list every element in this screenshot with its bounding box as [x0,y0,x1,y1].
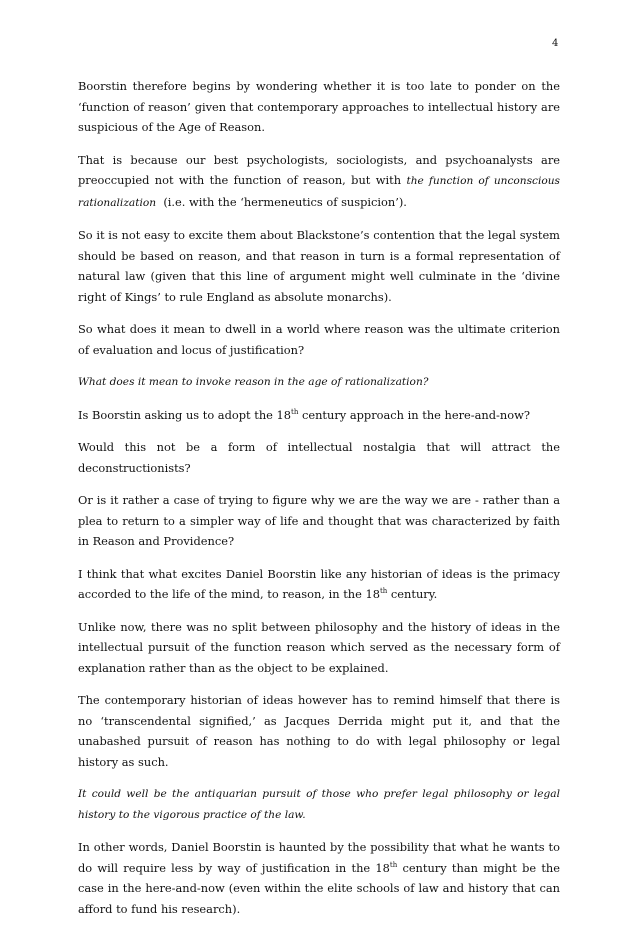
paragraph-2-text-b: (i.e. with the ‘hermeneutics of suspicion’). [163,194,407,209]
paragraph-9-text-b: century. [390,587,438,601]
paragraph-13-superscript: th [389,860,398,869]
paragraph-5: What does it mean to invoke reason in the age of rationalization? [78,376,429,388]
body-text [78,76,560,931]
paragraph-6-superscript: th [291,407,299,416]
paragraph-6 [78,405,560,426]
paragraph-7: Would this not be a form of intellectual nostalgia that will attract the deconstructionists? [78,440,560,475]
paragraph-11: The contemporary historian of ideas however has to remind himself that there is no ‘transcendental signified,’ as Jacques Derrida might put it, and that the unabashed pursuit of reason has nothing to do with legal philosophy or legal history as such. [78,693,560,769]
paragraph-6-text-a: Is Boorstin asking us to adopt the 18 [78,407,292,422]
paragraph-8: Or is it rather a case of trying to figure why we are the way we are - rather than a plea to return to a simpler way of life and thought that was characterized by faith in Reason and Providence? [78,493,560,548]
page-number: 4 [552,38,559,49]
paragraph-9-superscript: th [379,587,388,596]
paragraph-2 [78,150,560,214]
paragraph-12: It could well be the antiquarian pursuit of those who prefer legal philosophy or legal history to the vigorous practice of the law. [78,788,560,821]
paragraph-13-text-a: In other words, Daniel Boorstin is haunted by the possibility that what he wants to do will require less by way of justification in the 18 [78,840,560,875]
paragraph-1: Boorstin therefore begins by wondering whether it is too late to ponder on the ‘function of reason’ given that contemporary approaches to intellectual history are suspicious of the Age of Reason. [78,79,560,134]
paragraph-10: Unlike now, there was no split between philosophy and the history of ideas in the intellectual pursuit of the function reason which served as the necessary form of explanation rather than as the object to be explained. [78,619,560,675]
paragraph-9-text-a: I think that what excites Daniel Boorstin like any historian of ideas is the primacy accorded to the life of the mind, to reason, in the 18 [78,566,560,601]
paragraph-13 [78,837,560,919]
paragraph-2-italic: the function of unconscious rationalization [78,175,560,209]
paragraph-9 [78,564,560,605]
paragraph-4: So what does it mean to dwell in a world where reason was the ultimate criterion of evaluation and locus of justification? [78,322,560,357]
paragraph-6-text-b: century approach in the here-and-now? [301,407,530,422]
paragraph-13-text-b: century than might be the case in the here-and-now (even within the elite schools of law and history that can afford to fund his research). [78,860,560,916]
paragraph-2-text-a: That is because our best psychologists, sociologists, and psychoanalysts are preoccupied not with the function of reason, but with [78,152,560,187]
paragraph-3: So it is not easy to excite them about Blackstone’s contention that the legal system should be based on reason, and that reason in turn is a formal representation of natural law (given that this line of argument might well culminate in the ‘divine right of Kings’ to rule England as absolute monarchs). [78,228,560,304]
